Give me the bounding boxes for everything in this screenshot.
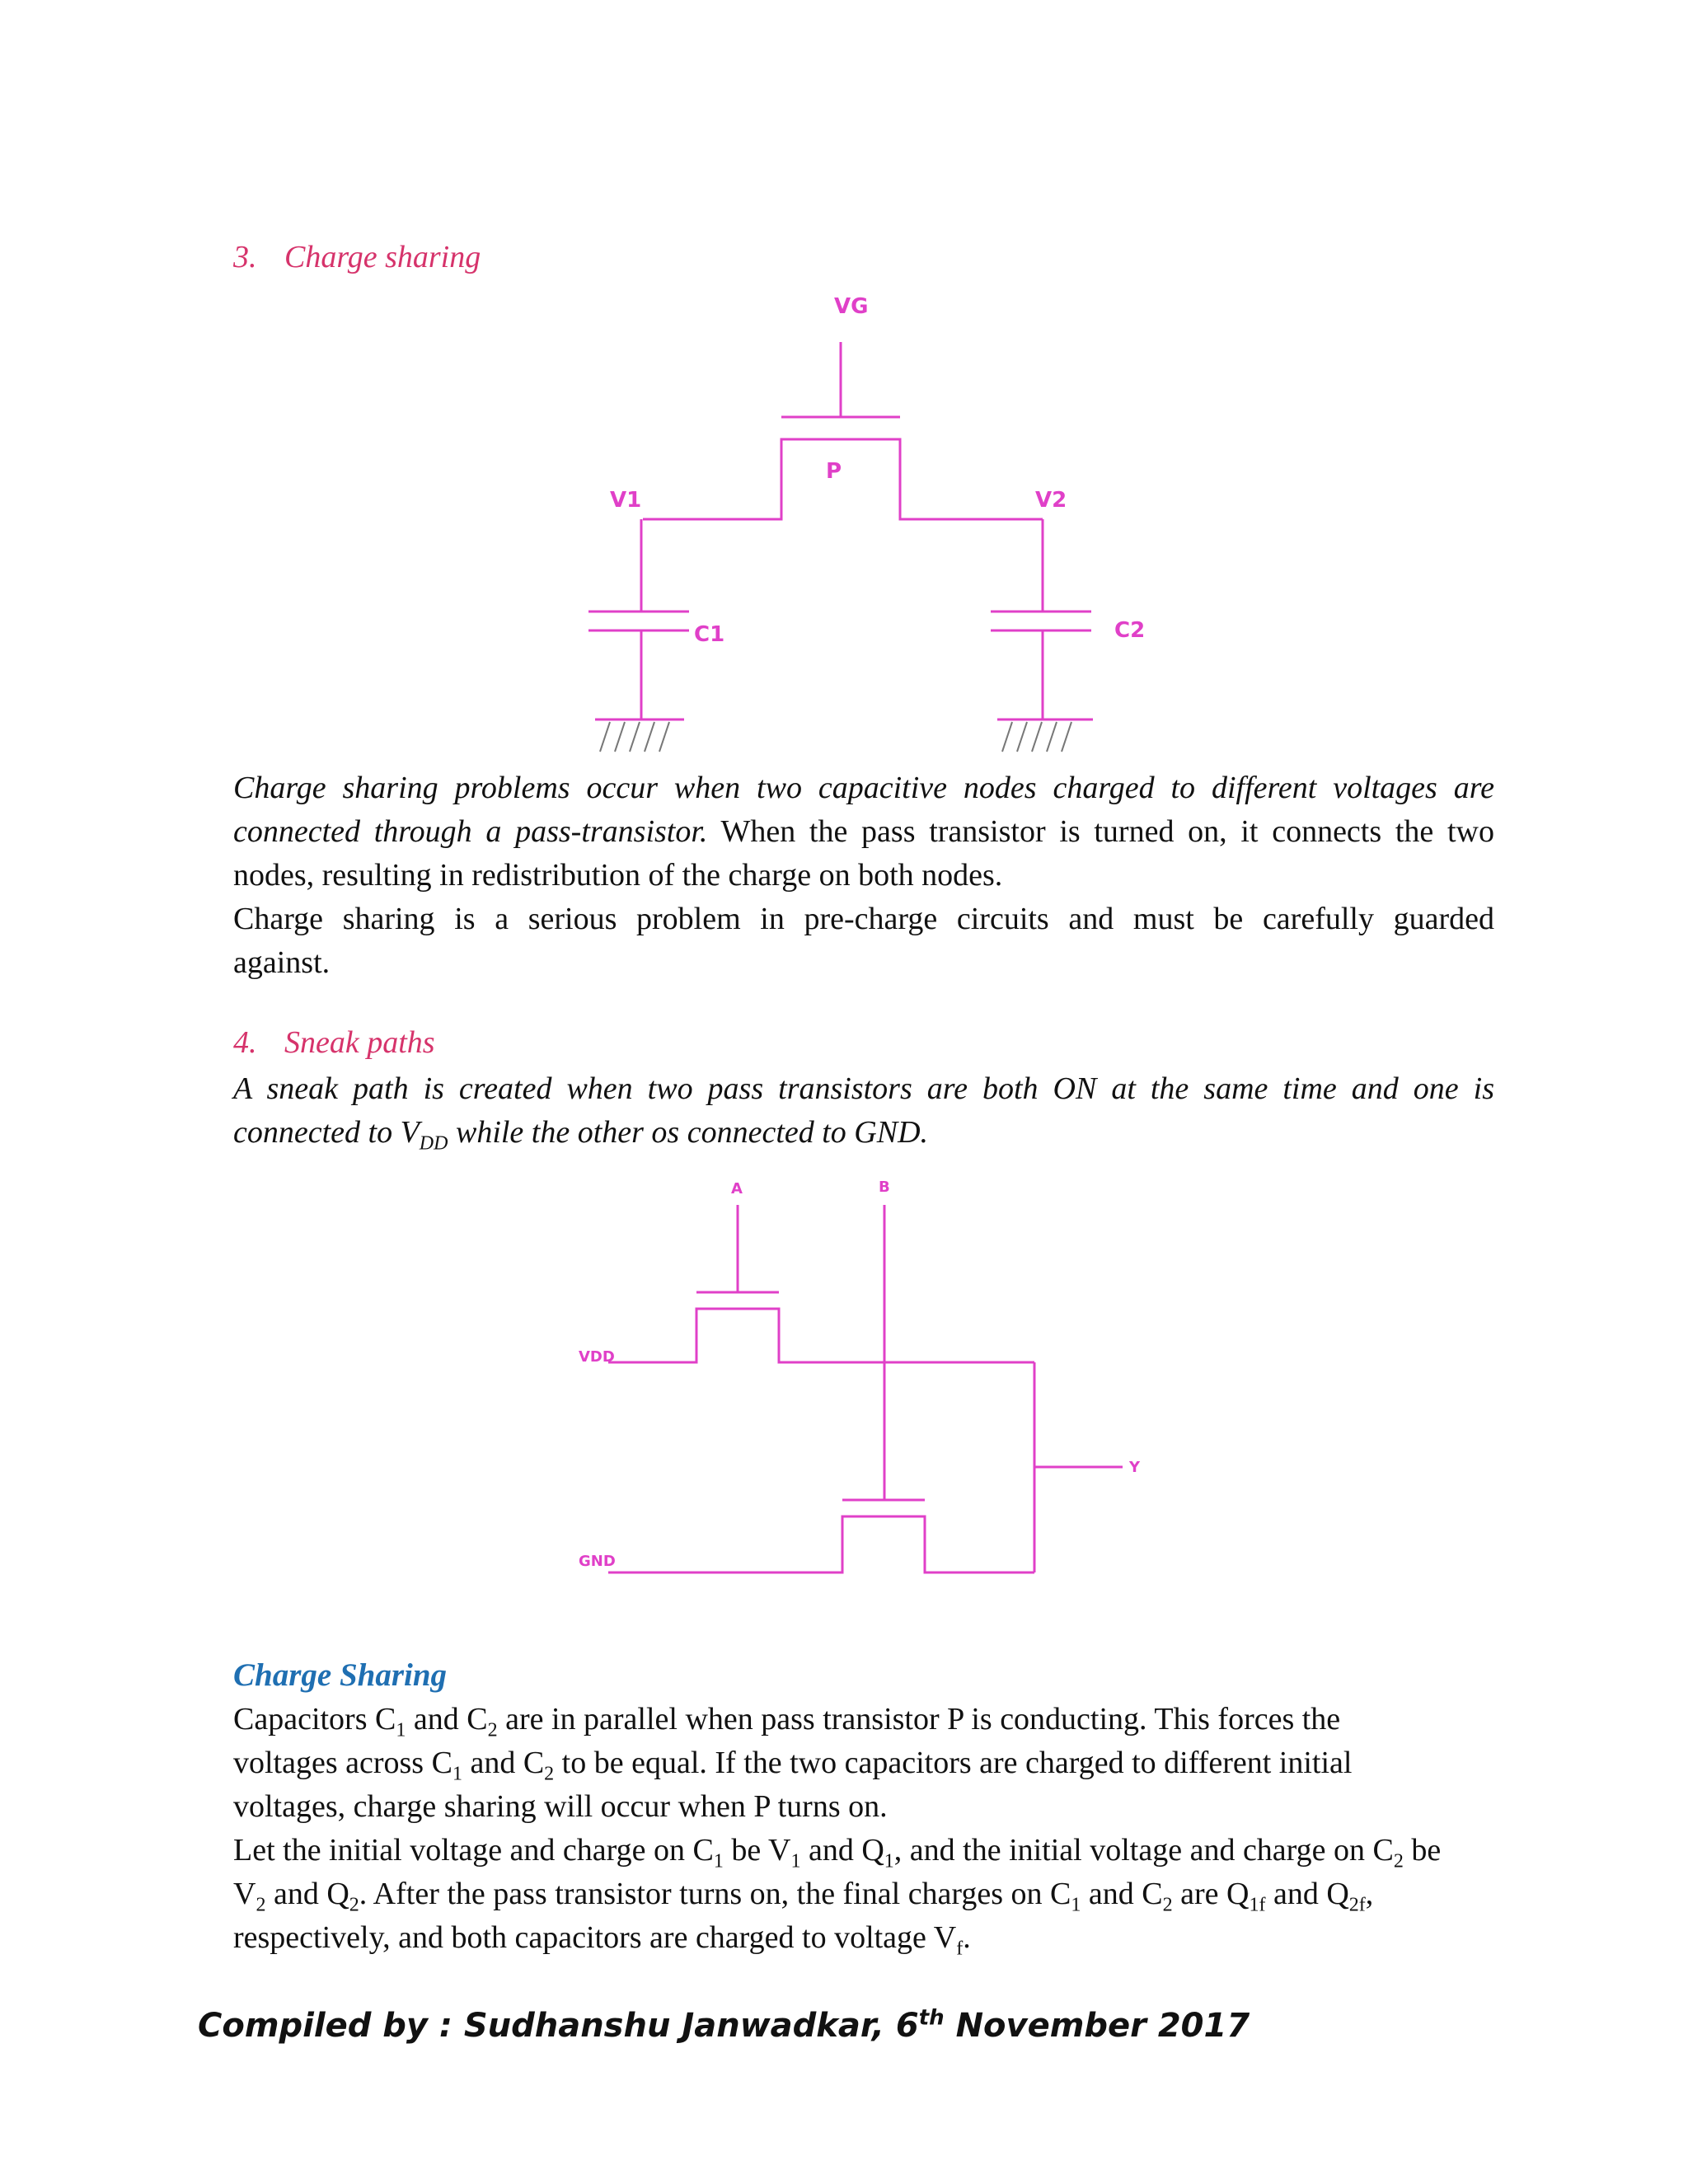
para-line-5: against. bbox=[233, 945, 331, 980]
para-line-2 bbox=[233, 810, 1494, 854]
para-line-3: nodes, resulting in redistribution of the charge on both nodes. bbox=[233, 858, 1003, 893]
label-v2: V2 bbox=[1035, 488, 1067, 513]
footer-credit: Compiled by : Sudhanshu Janwadkar, 6th November 2017 bbox=[198, 2005, 1250, 2045]
label-a: A bbox=[731, 1180, 743, 1197]
label-v1: V1 bbox=[610, 488, 642, 513]
sneak-path-paragraph bbox=[233, 1067, 1494, 1155]
vdd-subscript: DD bbox=[419, 1132, 448, 1155]
section-4-heading bbox=[233, 1024, 435, 1061]
ground-1-hatch bbox=[600, 722, 669, 752]
cs-line-4: Let the initial voltage and charge on $C_1$ be $V_1$ and $Q_1$, and the initial voltage and charge on $C_2$ be bbox=[233, 1833, 1442, 1872]
section-number: 4. bbox=[233, 1025, 257, 1060]
label-c1: C1 bbox=[694, 622, 725, 647]
para-line-4: Charge sharing is a serious problem in pre-charge circuits and must be carefully guarded bbox=[233, 902, 1494, 936]
para-line-1: Charge sharing problems occur when two capacitive nodes charged to different voltages are bbox=[233, 771, 1494, 805]
cs-line-2: voltages across $C_1$ and $C_2$ to be equal. If the two capacitors are charged to different initial bbox=[233, 1746, 1353, 1785]
gnd-path-channel bbox=[608, 1516, 1034, 1572]
charge-sharing-explanation bbox=[233, 1698, 1494, 1960]
footer-ordinal: th bbox=[918, 2005, 945, 2031]
label-p: P bbox=[826, 459, 842, 484]
label-c2: C2 bbox=[1114, 618, 1146, 643]
cs-line-1: Capacitors $C_1$ and $C_2$ are in parallel when pass transistor P is conducting. This forces the bbox=[233, 1702, 1341, 1741]
label-b: B bbox=[879, 1179, 890, 1196]
section-title: Charge sharing bbox=[284, 240, 481, 274]
label-y: Y bbox=[1129, 1459, 1141, 1476]
charge-sharing-diagram bbox=[0, 0, 1688, 783]
pass-transistor-channel bbox=[643, 439, 1043, 519]
para-line-2-italic: connected through a pass-transistor. bbox=[233, 814, 708, 849]
charge-sharing-heading: Charge Sharing bbox=[233, 1657, 448, 1693]
label-vg: VG bbox=[834, 294, 869, 319]
sneak-path-diagram bbox=[0, 1154, 1688, 1615]
sneak-line-2: connected to $V_{DD}$ while the other os connected to GND. bbox=[233, 1115, 929, 1155]
cs-line-3: voltages, charge sharing will occur when P turns on. bbox=[233, 1789, 888, 1824]
charge-sharing-paragraph bbox=[233, 766, 1494, 985]
vdd-path-channel bbox=[608, 1309, 1034, 1362]
section-number: 3. bbox=[233, 240, 257, 274]
para-line-2-rest: When the pass transistor is turned on, it connects the two bbox=[707, 814, 1494, 849]
label-vdd: VDD bbox=[579, 1348, 615, 1366]
ground-2-hatch bbox=[1002, 722, 1071, 752]
sneak-line-1: A sneak path is created when two pass transistors are both ON at the same time and one is bbox=[233, 1071, 1494, 1106]
label-gnd: GND bbox=[579, 1553, 616, 1570]
cs-line-5: $V_2$ and $Q_2$. After the pass transistor turns on, the final charges on $C_1$ and $C_2$ are $Q_{1f}$ and $Q_{2f}$, bbox=[233, 1877, 1374, 1916]
section-title: Sneak paths bbox=[284, 1025, 435, 1060]
cs-line-6: respectively, and both capacitors are charged to voltage $V_f$. bbox=[233, 1920, 971, 1960]
